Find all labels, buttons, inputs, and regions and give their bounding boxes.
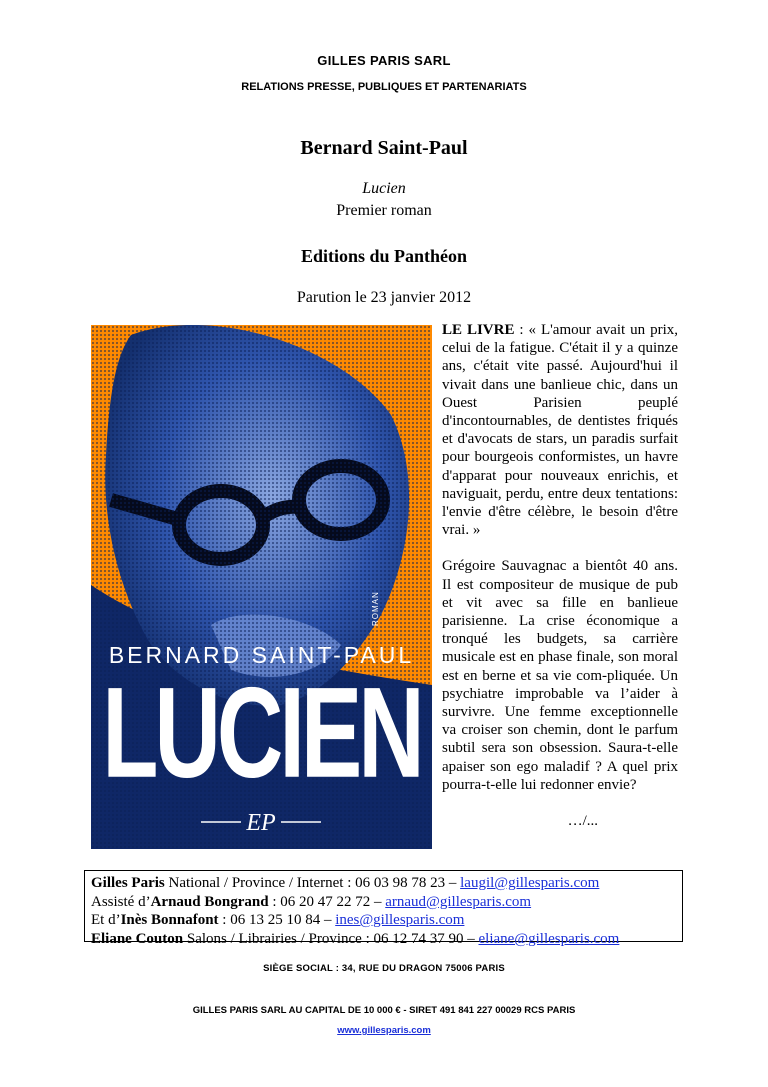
contact-box xyxy=(84,870,683,947)
contact-line: Et d’Inès Bonnafont : 06 13 25 10 84 – ines@gillesparis.com xyxy=(91,912,465,928)
blurb-quote: : « L'amour avait un prix, celui de la fatigue. C'était il y a quinze ans, c'était vite passé. Aujourd'hui il vivait dans une banlieue chic, dans un Ouest Parisien peuplé d'incontournables, de dentistes friqués et d'avocats de stars, un paradis surfait pour bourgeois conformistes, un havre d'apparat pour nouveaux enrichis, et naviguait, perdu, entre deux tentations: l'envie d'être célèbre, le besoin d'être vrai. » xyxy=(442,322,678,539)
website-line xyxy=(0,1025,768,1036)
book-title: Lucien xyxy=(362,180,406,197)
contact-name: Arnaud Bongrand xyxy=(150,893,269,910)
contact-email-link[interactable]: ines@gillesparis.com xyxy=(335,912,465,928)
cover-genre: ROMAN xyxy=(371,591,380,626)
contact-email-link[interactable]: laugil@gillesparis.com xyxy=(460,875,600,891)
company-tagline: RELATIONS PRESSE, PUBLIQUES ET PARTENARIATS xyxy=(241,81,527,93)
book-subtitle: Premier roman xyxy=(336,202,432,219)
contact-name: Gilles Paris xyxy=(91,875,165,891)
contact-line: Assisté d’Arnaud Bongrand : 06 20 47 22 72 – arnaud@gillesparis.com xyxy=(91,893,532,910)
blurb-quote-paragraph xyxy=(442,321,678,539)
contact-name: Inès Bonnafont xyxy=(120,912,219,928)
contact-line: Eliane Couton Salons / Librairies / Province : 06 12 74 37 90 – eliane@gillesparis.com xyxy=(91,930,620,947)
head-office-address: SIÈGE SOCIAL : 34, RUE DU DRAGON 75006 PARIS xyxy=(263,963,505,974)
book-cover-image xyxy=(91,325,432,849)
company-name: GILLES PARIS SARL xyxy=(317,53,451,68)
blurb-label: LE LIVRE xyxy=(442,322,515,338)
blurb-summary: Grégoire Sauvagnac a bientôt 40 ans. Il est compositeur de musique de pub et vit avec sa fille en banlieue parisienne. La crise économique a tronqué les budgets, sa carrière musicale est en phase finale, son moral est en berne et sa vie com-pliquée. Un psychiatre improbable va l’aider à survivre. Une femme exceptionnelle va croiser son chemin, dont le parfum subtil sera son obsession. Saura-t-elle apaiser son ego maladif ? A quel prix pourra-t-elle lui redonner envie? xyxy=(442,558,678,793)
book-description xyxy=(442,321,678,830)
website-link[interactable]: www.gillesparis.com xyxy=(337,1025,431,1036)
contact-email-link[interactable]: arnaud@gillesparis.com xyxy=(385,893,532,910)
cover-author: BERNARD SAINT-PAUL xyxy=(108,642,415,668)
author-name: Bernard Saint-Paul xyxy=(300,137,468,159)
continuation-mark: …/... xyxy=(567,813,598,830)
cover-logo: EP xyxy=(246,810,276,836)
company-registration: GILLES PARIS SARL AU CAPITAL DE 10 000 € - SIRET 491 841 227 00029 RCS PARIS xyxy=(192,1005,576,1016)
release-date: Parution le 23 janvier 2012 xyxy=(296,289,472,306)
contact-name: Eliane Couton xyxy=(91,930,184,947)
contact-line: Gilles Paris National / Province / Internet : 06 03 98 78 23 – laugil@gillesparis.com xyxy=(91,875,600,891)
publisher-name: Editions du Panthéon xyxy=(300,246,468,266)
contact-email-link[interactable]: eliane@gillesparis.com xyxy=(478,930,620,947)
cover-title: LUCIEN xyxy=(102,662,421,805)
